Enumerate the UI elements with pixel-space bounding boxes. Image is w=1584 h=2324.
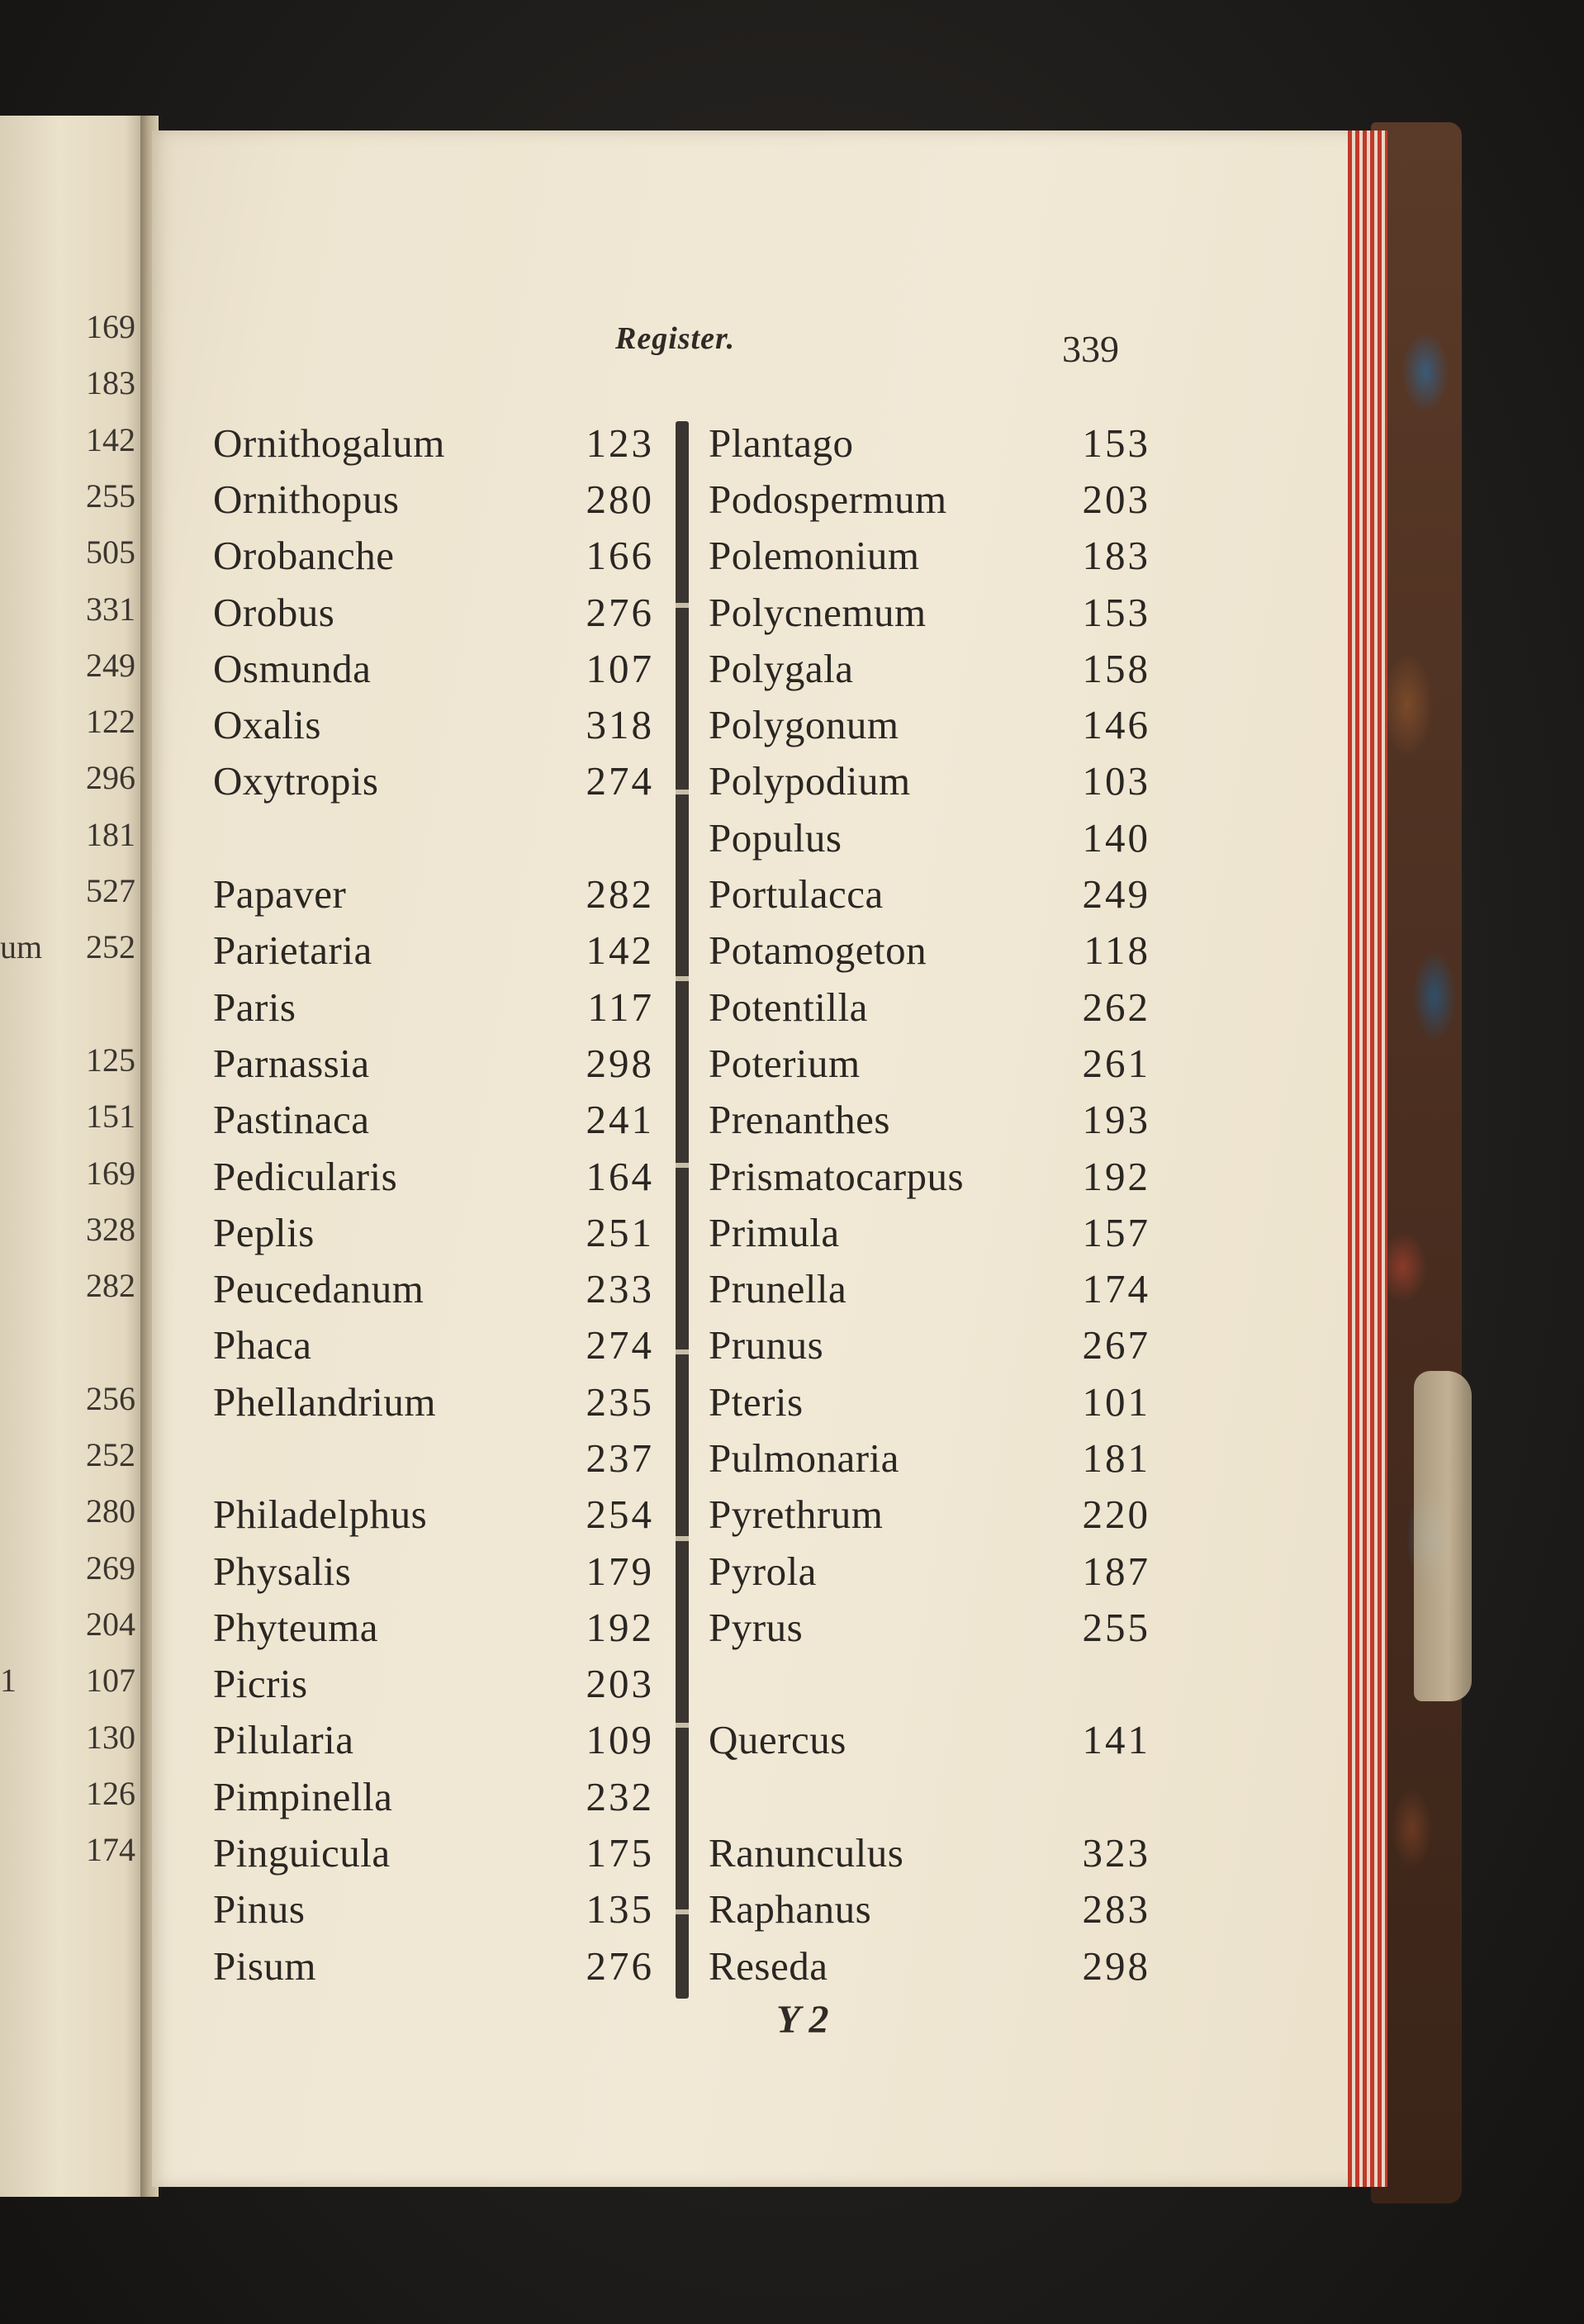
previous-page-number: 142 [86,420,135,458]
previous-page-number: 249 [86,646,135,684]
index-entry [213,1599,659,1655]
entry-name: Peucedanum [213,1266,424,1312]
index-entry [213,584,659,640]
index-entry [709,866,1150,922]
index-entry [213,922,659,979]
previous-page-number: 126 [86,1774,135,1812]
entry-page: 192 [586,1604,654,1650]
index-entry [709,1824,1150,1881]
entry-name: Parnassia [213,1040,370,1086]
entry-name: Pinguicula [213,1830,391,1876]
previous-page-number: 282 [86,1267,135,1305]
previous-page-number: 174 [86,1831,135,1869]
index-entry [709,922,1150,979]
index-entry [709,1937,1150,1994]
entry-name: Oxalis [213,702,321,748]
entry-page: 181 [1082,1435,1150,1481]
entry-page: 283 [1082,1886,1150,1933]
entry-page: 249 [1082,871,1150,918]
previous-page-number: 130 [86,1718,135,1756]
index-entry [213,471,659,527]
entry-page: 117 [587,984,654,1030]
previous-page-number: 252 [86,928,135,966]
entry-name: Physalis [213,1548,352,1594]
column-divider [676,421,689,1999]
previous-page-number: 122 [86,703,135,741]
entry-name: Raphanus [709,1886,872,1933]
entry-page: 141 [1082,1717,1150,1763]
previous-page-number: 181 [86,815,135,853]
entry-page: 298 [1082,1942,1150,1989]
entry-page: 175 [586,1830,654,1876]
index-entry [709,1317,1150,1373]
previous-page-number: 328 [86,1210,135,1248]
entry-page: 235 [586,1378,654,1425]
entry-name: Orobus [213,589,335,635]
previous-page-number: 204 [86,1605,135,1643]
index-entry [709,415,1150,471]
index-entry [709,1768,1150,1824]
index-entry [709,696,1150,752]
entry-name: Osmunda [213,645,372,691]
entry-page: 140 [1082,814,1150,861]
entry-page: 237 [586,1435,654,1481]
index-entry [709,1487,1150,1543]
entry-name: Ornithopus [213,476,400,522]
index-entry [213,866,659,922]
index-entry [709,528,1150,584]
entry-name: Pilularia [213,1717,354,1763]
entry-name: Peplis [213,1209,315,1255]
index-entry [709,1712,1150,1768]
index-entry [213,1260,659,1316]
entry-name: Potamogeton [709,927,927,974]
entry-name: Pastinaca [213,1097,370,1143]
entry-page: 276 [586,589,654,635]
entry-name: Phyteuma [213,1604,378,1650]
entry-page: 101 [1082,1378,1150,1425]
index-entry [213,1712,659,1768]
entry-page: 146 [1082,702,1150,748]
index-entry [709,753,1150,809]
entry-page: 193 [1082,1097,1150,1143]
index-entry [213,1656,659,1712]
page-header-title: Register. [615,321,736,356]
index-entry [213,1937,659,1994]
previous-page-number: 256 [86,1379,135,1417]
previous-page-number: 269 [86,1549,135,1586]
previous-page-number: 280 [86,1492,135,1530]
previous-page-number: 125 [86,1041,135,1079]
entry-page: 166 [586,533,654,579]
entry-page: 318 [586,702,654,748]
previous-page-number: 296 [86,759,135,797]
entry-page: 174 [1082,1266,1150,1312]
index-entry [709,979,1150,1035]
entry-name: Oxytropis [213,758,379,804]
entry-name: Poterium [709,1040,861,1086]
entry-page: 280 [586,476,654,522]
index-entry [213,696,659,752]
index-entry [709,1373,1150,1430]
entry-page: 220 [1082,1492,1150,1538]
index-entry [213,1430,659,1486]
torn-edge [1414,1371,1472,1701]
index-column-right [709,415,1150,1994]
entry-page: 323 [1082,1830,1150,1876]
entry-name: Polemonium [709,533,920,579]
entry-page: 135 [586,1886,654,1933]
entry-page: 109 [586,1717,654,1763]
previous-page-number: 183 [86,364,135,402]
index-entry [213,753,659,809]
index-entry [709,471,1150,527]
index-entry [213,1824,659,1881]
entry-page: 158 [1082,645,1150,691]
entry-name: Ornithogalum [213,420,445,466]
previous-page-number: 169 [86,1154,135,1192]
index-entry [213,528,659,584]
index-entry [709,1430,1150,1486]
entry-page: 276 [586,1942,654,1989]
index-entry [213,415,659,471]
index-entry [213,640,659,696]
index-entry [213,1543,659,1599]
entry-name: Primula [709,1209,840,1255]
index-entry [709,1204,1150,1260]
entry-page: 107 [586,645,654,691]
entry-name: Prunus [709,1322,824,1368]
previous-page-number: 527 [86,872,135,909]
index-entry [213,1204,659,1260]
index-entry [709,1599,1150,1655]
entry-name: Ranunculus [709,1830,904,1876]
entry-page: 164 [586,1153,654,1199]
index-entry [213,1035,659,1091]
index-entry [709,1035,1150,1091]
index-entry [213,809,659,866]
index-entry [709,584,1150,640]
index-entry [709,1148,1150,1204]
page-number: 339 [1062,328,1119,370]
previous-page-fragment: um [0,928,43,966]
signature-mark: Y 2 [776,1998,829,2042]
entry-name: Polygala [709,645,854,691]
index-entry [213,1092,659,1148]
entry-name: Pyrethrum [709,1492,884,1538]
entry-name: Paris [213,984,296,1030]
entry-name: Reseda [709,1942,828,1989]
entry-name: Populus [709,814,842,861]
entry-page: 274 [586,758,654,804]
index-entry [709,1092,1150,1148]
entry-page: 103 [1082,758,1150,804]
entry-page: 262 [1082,984,1150,1030]
previous-page-number: 252 [86,1436,135,1473]
entry-page: 203 [1082,476,1150,522]
previous-page [0,116,147,2197]
entry-name: Parietaria [213,927,372,974]
entry-page: 192 [1082,1153,1150,1199]
entry-page: 232 [586,1773,654,1819]
entry-name: Prismatocarpus [709,1153,965,1199]
index-entry [213,1373,659,1430]
entry-page: 282 [586,871,654,918]
entry-page: 255 [1082,1604,1150,1650]
entry-page: 183 [1082,533,1150,579]
entry-name: Pimpinella [213,1773,393,1819]
red-page-edges [1348,130,1387,2187]
entry-name: Podospermum [709,476,947,522]
entry-name: Pulmonaria [709,1435,899,1481]
entry-name: Pteris [709,1378,804,1425]
index-entry [709,1543,1150,1599]
entry-name: Potentilla [709,984,868,1030]
previous-page-number: 255 [86,477,135,515]
entry-page: 203 [586,1661,654,1707]
entry-page: 233 [586,1266,654,1312]
entry-page: 251 [586,1209,654,1255]
previous-page-number: 331 [86,590,135,628]
entry-page: 153 [1082,420,1150,466]
entry-name: Portulacca [709,871,884,918]
entry-name: Picris [213,1661,308,1707]
previous-page-fragment: 1 [0,1662,17,1700]
previous-page-number: 505 [86,534,135,572]
entry-page: 123 [586,420,654,466]
entry-page: 261 [1082,1040,1150,1086]
entry-page: 153 [1082,589,1150,635]
entry-name: Orobanche [213,533,395,579]
entry-name: Phellandrium [213,1378,437,1425]
index-entry [213,1768,659,1824]
index-entry [213,979,659,1035]
entry-page: 179 [586,1548,654,1594]
index-entry [709,640,1150,696]
entry-name: Prunella [709,1266,847,1312]
entry-page: 254 [586,1492,654,1538]
entry-name: Pyrus [709,1604,804,1650]
index-entry [709,1881,1150,1937]
index-entry [709,1260,1150,1316]
index-column-left [213,415,659,1994]
entry-page: 267 [1082,1322,1150,1368]
previous-page-number: 151 [86,1098,135,1136]
index-entry [709,1656,1150,1712]
entry-page: 118 [1084,927,1150,974]
entry-name: Pedicularis [213,1153,398,1199]
entry-page: 142 [586,927,654,974]
entry-name: Papaver [213,871,347,918]
entry-name: Phaca [213,1322,312,1368]
entry-name: Pinus [213,1886,306,1933]
index-entry [213,1487,659,1543]
index-entry [213,1148,659,1204]
entry-name: Philadelphus [213,1492,428,1538]
entry-name: Quercus [709,1717,847,1763]
entry-name: Plantago [709,420,854,466]
entry-name: Polycnemum [709,589,927,635]
entry-name: Pyrola [709,1548,817,1594]
entry-name: Pisum [213,1942,317,1989]
entry-page: 187 [1082,1548,1150,1594]
index-entry [213,1317,659,1373]
entry-name: Prenanthes [709,1097,890,1143]
index-entry [709,809,1150,866]
previous-page-number: 169 [86,308,135,345]
entry-page: 241 [586,1097,654,1143]
entry-page: 298 [586,1040,654,1086]
index-entry [213,1881,659,1937]
entry-page: 157 [1082,1209,1150,1255]
entry-name: Polygonum [709,702,899,748]
previous-page-number: 107 [86,1662,135,1700]
entry-name: Polypodium [709,758,911,804]
entry-page: 274 [586,1322,654,1368]
